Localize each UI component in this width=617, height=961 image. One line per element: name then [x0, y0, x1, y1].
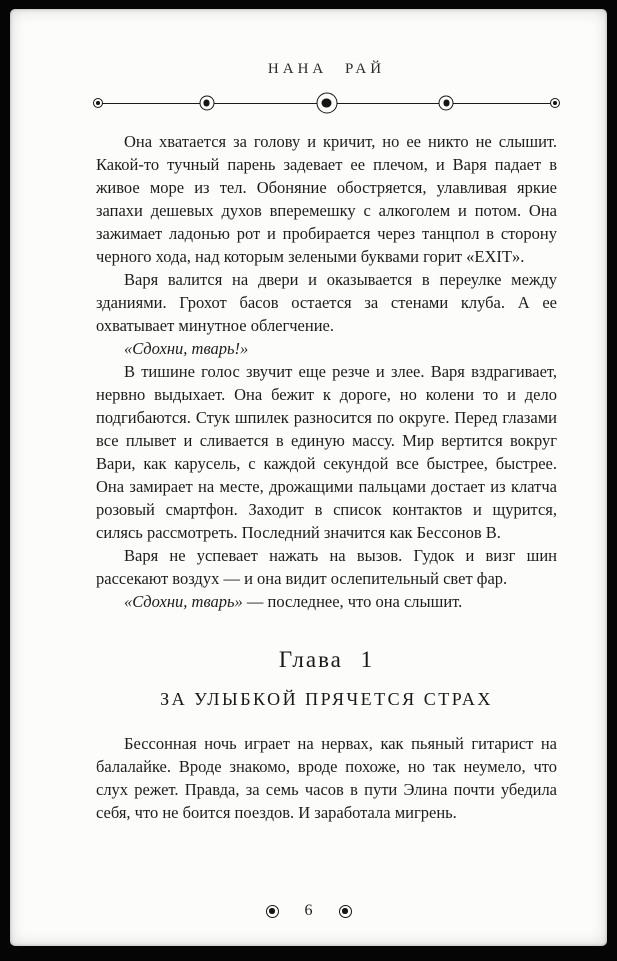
book-page	[10, 9, 607, 946]
ring-ornament-icon	[266, 905, 279, 918]
paragraph: Бессонная ночь играет на нервах, как пьяный гитарист на балалайке. Вроде знакомо, вроде похоже, но так неумело, что слух режет. Правда, за семь часов в пути Элина почти убедила себя, что не боится поездов. И заработала мигрень.	[96, 734, 557, 822]
chapter-number-heading: Глава 1	[278, 647, 375, 672]
ring-ornament-icon	[550, 98, 560, 108]
paragraph-mixed	[96, 590, 557, 613]
chapter-title-heading: ЗА УЛЫБКОЙ ПРЯЧЕТСЯ СТРАХ	[160, 689, 493, 709]
page-footer	[96, 902, 557, 920]
page-text-block	[96, 130, 557, 824]
ring-ornament-icon	[439, 96, 454, 111]
ring-ornament-icon	[339, 905, 352, 918]
running-header-author: НАНА РАЙ	[267, 61, 386, 77]
header-divider-ornament	[96, 92, 557, 114]
paragraph: Она хватается за голову и кричит, но ее никто не слышит. Какой-то тучный парень задевает ее плечом, и Варя падает в живое море из тел. Обоняние обостряется, улавливая яркие запахи дешевых духов вперемешку с алкоголем и потом. Она зажимает ладонью рот и пробирается через танцпол в сторону черного хода, над которым зелеными буквами горит «EXIT».	[96, 132, 557, 266]
page-number: 6	[304, 902, 313, 919]
paragraph: Варя валится на двери и оказывается в переулке между зданиями. Грохот басов остается за стенами клуба. А ее охватывает минутное облегчение.	[96, 270, 557, 335]
paragraph-italic-quote: «Сдохни, тварь!»	[124, 339, 249, 358]
paragraph: В тишине голос звучит еще резче и злее. Варя вздрагивает, нервно выдыхает. Она бежит к дороге, но колени то и дело подгибаются. Стук шпилек разносится по округе. Перед глазами все плывет и сливается в единую массу. Мир вертится вокруг Вари, как карусель, с каждой секундой все быстрее, быстрее. Она замирает на месте, дрожащими пальцами достает из клатча розовый смартфон. Заходит в список контактов и щурится, силясь рассмотреть. Последний значится как Бессонов В.	[96, 362, 557, 542]
ring-ornament-icon	[93, 98, 103, 108]
paragraph: Варя не успевает нажать на вызов. Гудок и визг шин рассекают воздух — и она видит ослепительный свет фар.	[96, 546, 557, 588]
paragraph-fragment: — последнее, что она слышит.	[242, 592, 463, 611]
italic-quote-fragment: «Сдохни, тварь»	[124, 592, 243, 611]
ring-ornament-icon	[316, 93, 337, 114]
ring-ornament-icon	[199, 96, 214, 111]
